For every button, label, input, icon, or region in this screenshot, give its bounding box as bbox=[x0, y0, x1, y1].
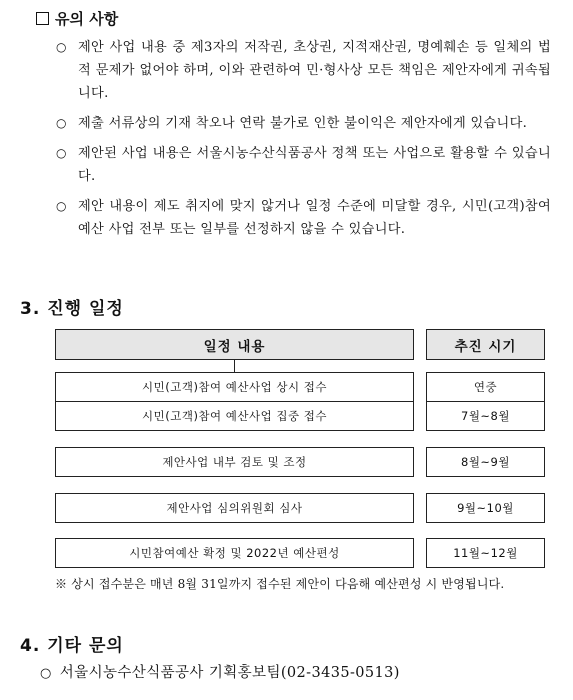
schedule-header-content: 일정 내용 bbox=[55, 329, 414, 360]
schedule-row-period: 연중 bbox=[426, 372, 545, 402]
contact-text: 서울시농수산식품공사 기획홍보팀(02-3435-0513) bbox=[59, 665, 400, 681]
circle-bullet-icon: ○ bbox=[56, 116, 67, 130]
notice-list bbox=[56, 36, 551, 248]
notice-item bbox=[56, 36, 551, 105]
section-title-schedule: 3. 진행 일정 bbox=[20, 299, 124, 319]
schedule-row-content: 제안사업 내부 검토 및 조정 bbox=[55, 447, 414, 477]
schedule-note: ※ 상시 접수분은 매년 8월 31일까지 접수된 제안이 다음해 예산편성 시 반영됩니다. bbox=[55, 577, 505, 591]
header-connector-line bbox=[234, 360, 235, 372]
notice-text: 제안 내용이 제도 취지에 맞지 않거나 일정 수준에 미달할 경우, 시민(고객)참여예산 사업 전부 또는 일부를 선정하지 않을 수 있습니다. bbox=[78, 199, 551, 237]
circle-bullet-icon: ○ bbox=[40, 666, 52, 681]
notice-item bbox=[56, 142, 551, 188]
schedule-row-content: 시민참여예산 확정 및 2022년 예산편성 bbox=[55, 538, 414, 568]
notice-text: 제안 사업 내용 중 제3자의 저작권, 초상권, 지적재산권, 명예훼손 등 일체의 법적 문제가 없어야 하며, 이와 관련하여 민·형사상 모든 책임은 제안자에게 귀속됩니다. bbox=[78, 40, 551, 101]
checkbox-square-icon bbox=[36, 12, 49, 25]
circle-bullet-icon: ○ bbox=[56, 40, 67, 54]
schedule-row-period: 11월~12월 bbox=[426, 538, 545, 568]
schedule-row-period: 7월~8월 bbox=[426, 402, 545, 431]
schedule-row-period: 9월~10월 bbox=[426, 493, 545, 523]
notice-text: 제출 서류상의 기재 착오나 연락 불가로 인한 불이익은 제안자에게 있습니다. bbox=[78, 116, 528, 131]
schedule-row-content: 제안사업 심의위원회 심사 bbox=[55, 493, 414, 523]
section-title-contact: 4. 기타 문의 bbox=[20, 636, 124, 656]
notice-heading bbox=[36, 8, 118, 29]
circle-bullet-icon: ○ bbox=[56, 199, 67, 213]
notice-text: 제안된 사업 내용은 서울시농수산식품공사 정책 또는 사업으로 활용할 수 있습니다. bbox=[78, 146, 551, 184]
notice-item bbox=[56, 195, 551, 241]
notice-item bbox=[56, 112, 551, 135]
schedule-row-period: 8월~9월 bbox=[426, 447, 545, 477]
schedule-header-period: 추진 시기 bbox=[426, 329, 545, 360]
circle-bullet-icon: ○ bbox=[56, 146, 67, 160]
contact-line bbox=[40, 661, 400, 682]
schedule-row-content: 시민(고객)참여 예산사업 상시 접수 bbox=[55, 372, 414, 402]
notice-heading-label: 유의 사항 bbox=[55, 10, 119, 28]
schedule-row-content: 시민(고객)참여 예산사업 집중 접수 bbox=[55, 402, 414, 431]
